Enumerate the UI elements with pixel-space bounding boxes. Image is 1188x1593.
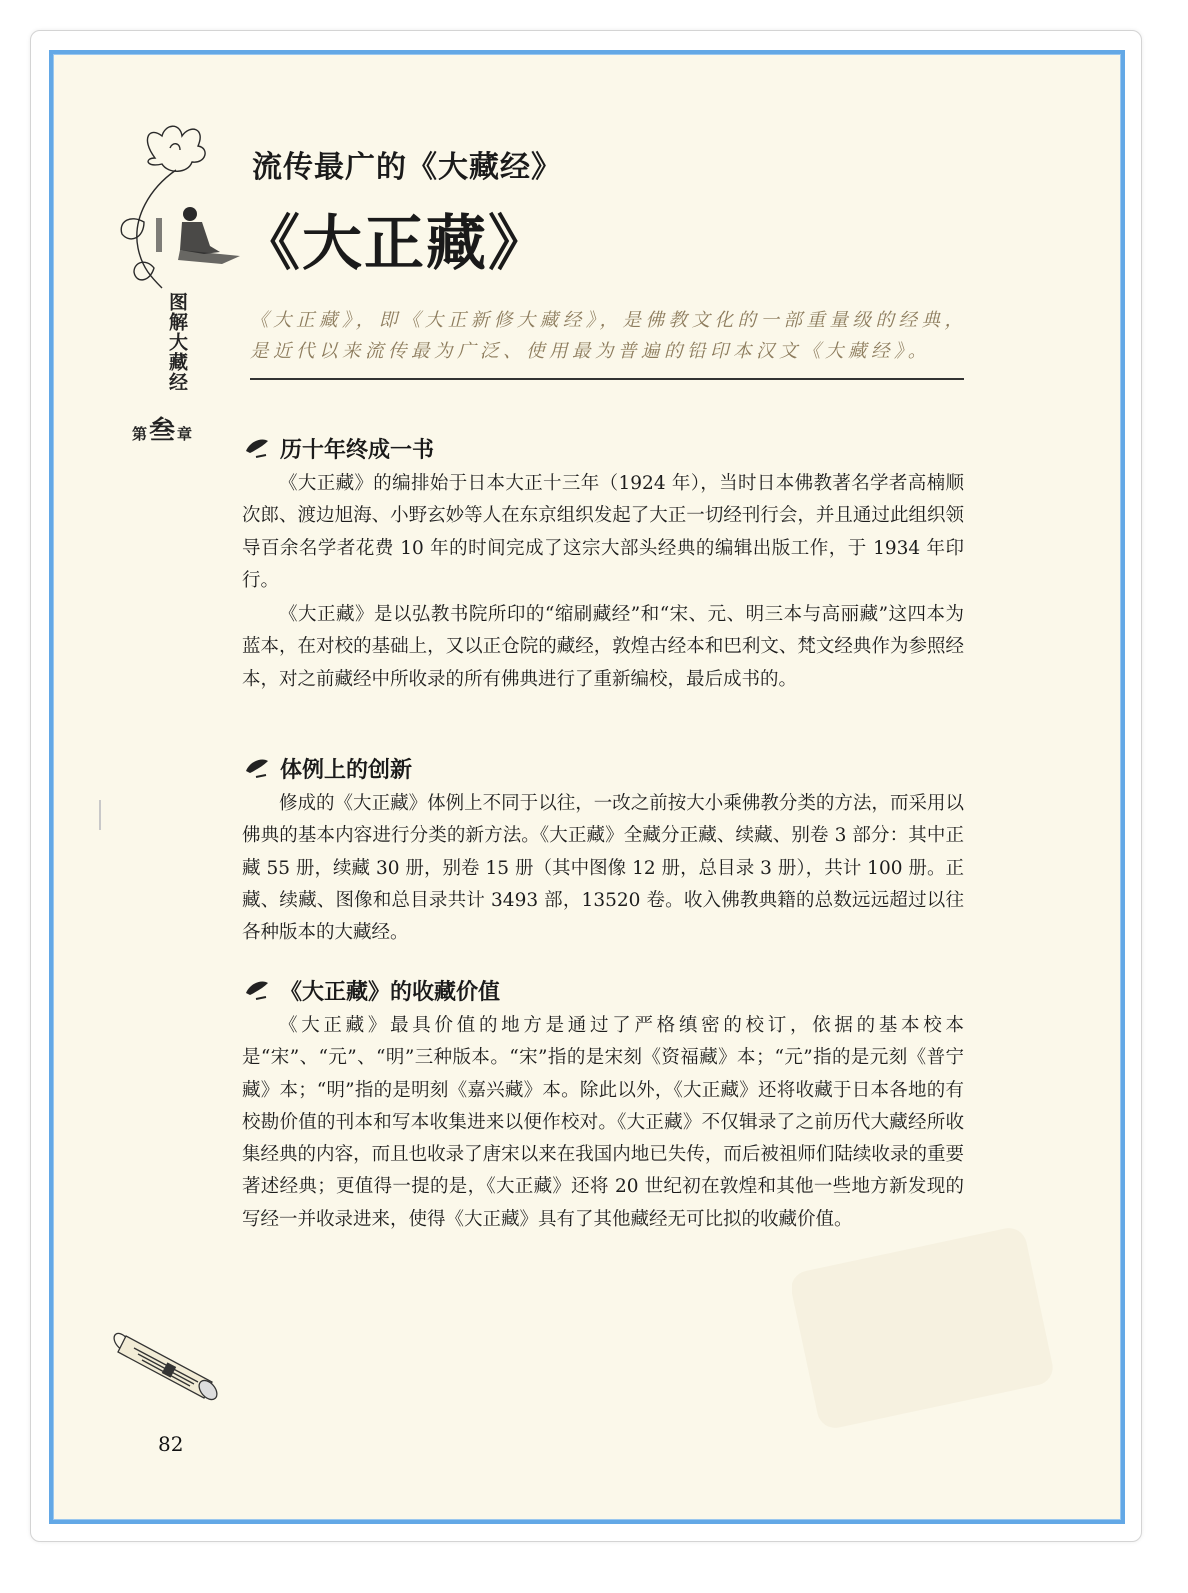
margin-mark [99, 800, 101, 830]
side-book-label: 图解大藏经 [166, 292, 188, 392]
page-number: 82 [158, 1432, 184, 1456]
section-heading [242, 750, 964, 786]
paragraph: 《大正藏》最具价值的地方是通过了严格缜密的校订，依据的基本校本是“宋”、“元”、“明”三种版本。“宋”指的是宋刻《资福藏》本；“元”指的是元刻《普宁藏》本；“明”指的是明刻《嘉兴藏》本。除此以外，《大正藏》还将收藏于日本各地的有校勘价值的刊本和写本收集进来以便作校对。《大正藏》不仅辑录了之前历代大藏经所收集经典的内容，而且也收录了唐宋以来在我国内地已失传，而后被祖师们陆续收录的重要著述经典；更值得一提的是，《大正藏》还将 20 世纪初在敦煌和其他一些地方新发现的写经一并收录进来，使得《大正藏》具有了其他藏经无可比拟的收藏价值。 [242, 1015, 964, 1230]
paragraph: 《大正藏》是以弘教书院所印的“缩刷藏经”和“宋、元、明三本与高丽藏”这四本为蓝本，在对校的基础上，又以正仓院的藏经，敦煌古经本和巴利文、梵文经典作为参照经本，对之前藏经中所收录的所有佛典进行了重新编校，最后成书的。 [242, 604, 964, 690]
brush-icon [242, 753, 272, 783]
section-1 [242, 430, 964, 696]
brush-icon [242, 975, 272, 1005]
intro-text: 《大正藏》，即《大正新修大藏经》，是佛教文化的一部重量级的经典，是近代以来流传最为广泛、使用最为普遍的铅印本汉文《大藏经》。 [250, 310, 968, 362]
section-heading [242, 972, 964, 1008]
section-heading-text: 历十年终成一书 [280, 437, 435, 463]
page-subtitle: 流传最广的《大藏经》 [252, 150, 562, 185]
paragraph: 修成的《大正藏》体例上不同于以往，一改之前按大小乘佛教分类的方法，而采用以佛典的基本内容进行分类的新方法。《大正藏》全藏分正藏、续藏、别卷 3 部分：其中正藏 55 册，续藏 30 册，别卷 15 册（其中图像 12 册，总目录 3 册），共计 100 册。正藏、续藏、图像和总目录共计 3493 部，13520 卷。收入佛教典籍的总数远远超过以往各种版本的大藏经。 [242, 793, 964, 944]
paragraph: 《大正藏》的编排始于日本大正十三年（1924 年），当时日本佛教著名学者高楠顺次郎、渡边旭海、小野玄妙等人在东京组织发起了大正一切经刊行会，并且通过此组织领导百余名学者花费 10 年的时间完成了这宗大部头经典的编辑出版工作，于 1934 年印行。 [242, 473, 964, 591]
chapter-number: 叁 [149, 416, 176, 446]
chapter-marker [132, 410, 192, 447]
section-heading-text: 体例上的创新 [280, 757, 413, 783]
chapter-prefix: 第 [132, 425, 148, 443]
watermark-stamp-icon [792, 1228, 1062, 1428]
page-title: 《大正藏》 [240, 209, 550, 279]
divider [250, 378, 964, 380]
brush-icon [242, 433, 272, 463]
section-heading [242, 430, 964, 466]
scroll-icon [108, 1328, 228, 1418]
lotus-figure-icon [110, 118, 250, 298]
section-3 [242, 972, 964, 1236]
section-heading-text: 《大正藏》的收藏价值 [280, 979, 501, 1005]
chapter-suffix: 章 [177, 425, 193, 443]
section-2 [242, 750, 964, 949]
